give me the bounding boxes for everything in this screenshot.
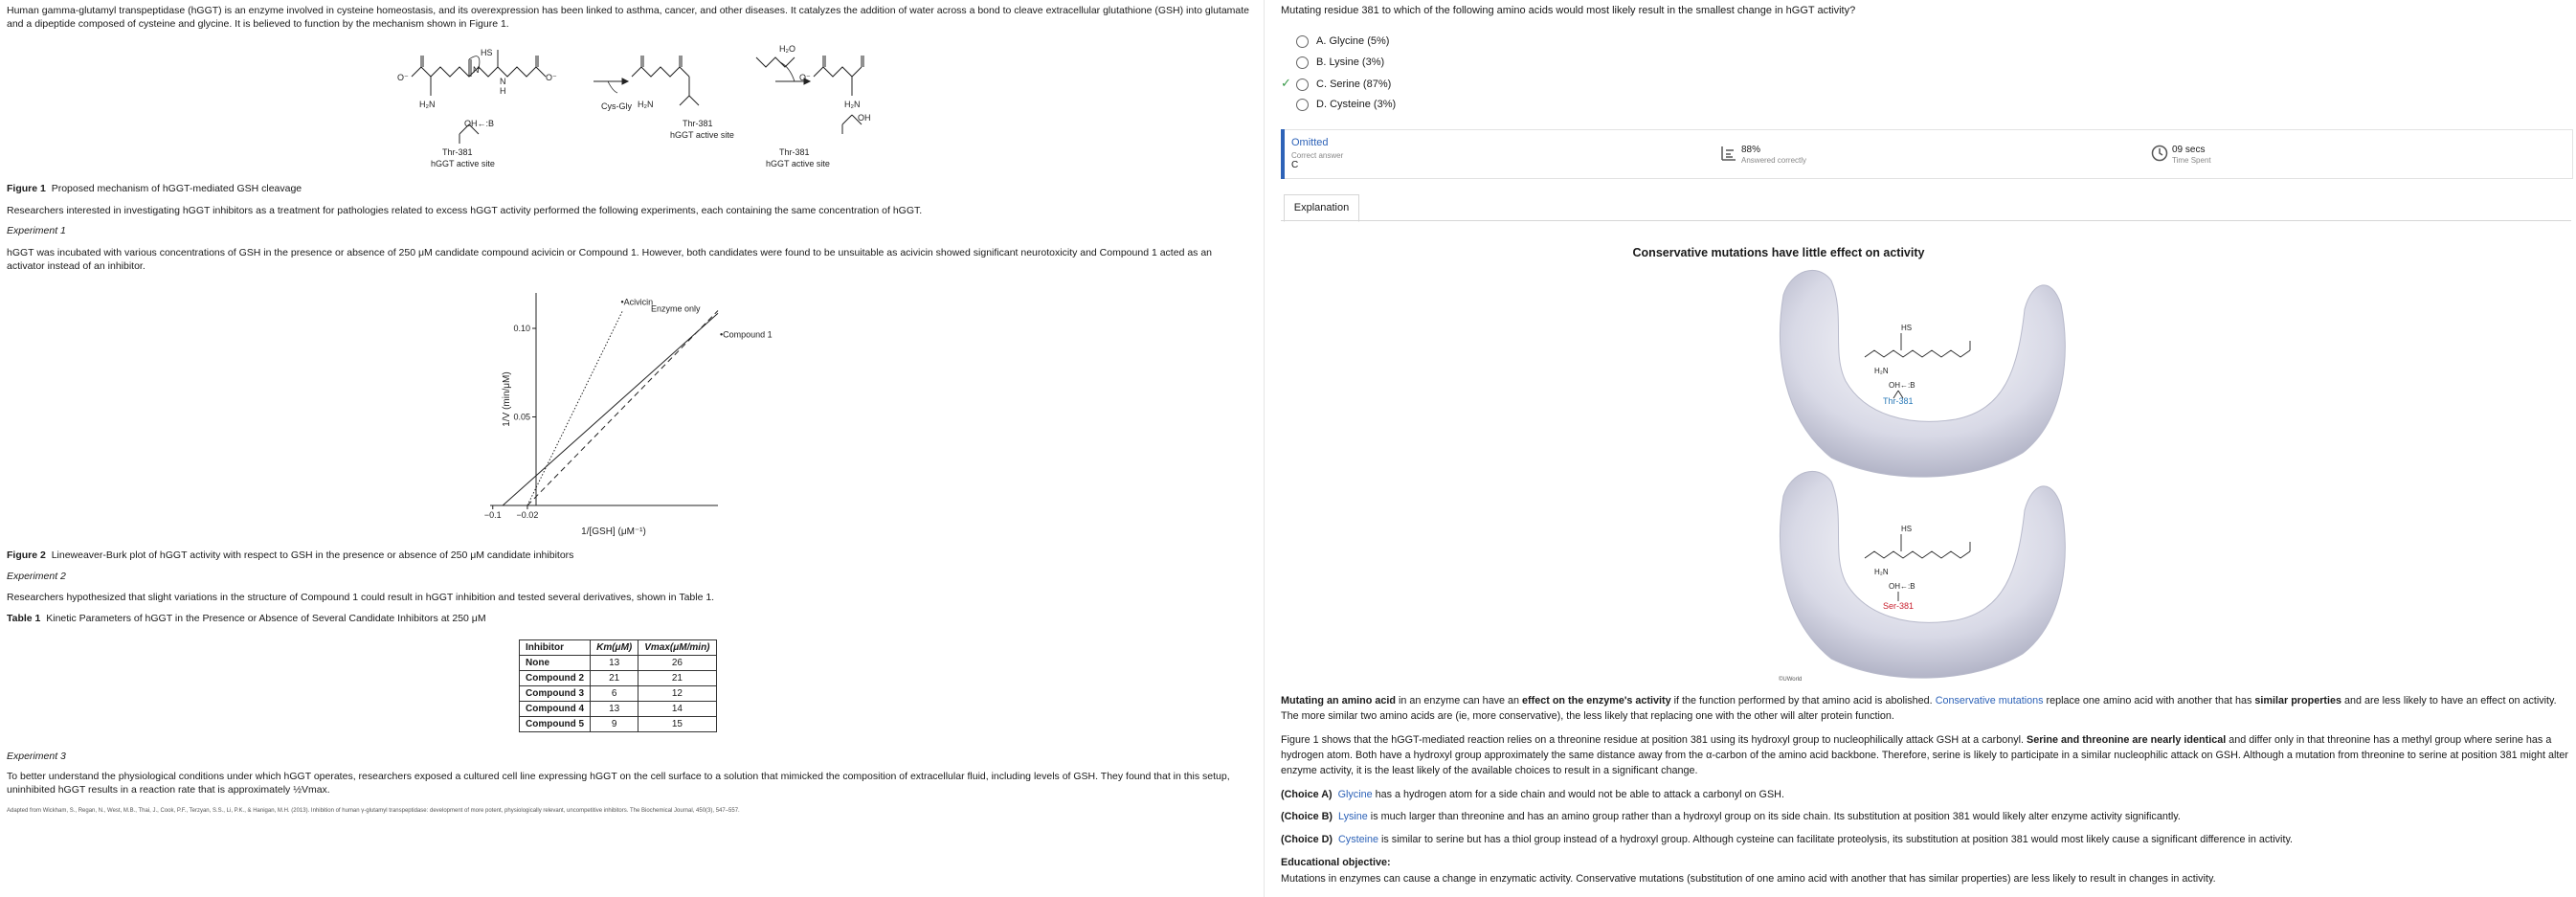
explanation-choice-b: (Choice B) Lysine is much larger than threonine and has an amino group rather than a hydroxyl group on its side chain. Its substitution at position 381 would likely alter enzyme activity significantly.	[1281, 811, 2181, 822]
series-line-compound-1	[527, 311, 718, 506]
x-tick-label: −0.1	[483, 510, 502, 520]
answer-option-d[interactable]: D. Cysteine (3%)	[1281, 96, 1396, 113]
tab-explanation[interactable]: Explanation	[1284, 194, 1359, 222]
figure-1-mechanism	[392, 38, 871, 182]
answer-option-a[interactable]: A. Glycine (5%)	[1281, 33, 1389, 50]
question-pane	[1281, 0, 2571, 897]
table-header-km: Km(μM)	[591, 640, 638, 656]
table-cell: 9	[591, 717, 638, 732]
table-header-inhibitor: Inhibitor	[520, 640, 591, 656]
fig1-h2n-3: H₂N	[844, 100, 861, 109]
fig1-thr-3: Thr-381	[779, 147, 810, 157]
educational-objective-text: Mutations in enzymes can cause a change in enzymatic activity. Conservative mutations (substitution of one amino acid with another that has similar properties) are less likely to result in changes in activity.	[1281, 873, 2216, 885]
series-label: •Compound 1	[720, 329, 773, 340]
experiment-1-heading: Experiment 1	[7, 225, 66, 236]
clock-icon	[2151, 145, 2168, 162]
fig1-hs-label: HS	[481, 48, 493, 57]
fig1-site-3: hGGT active site	[766, 159, 830, 168]
fig1-ominus-3: O⁻	[799, 73, 811, 82]
series-line-enzyme-only	[503, 313, 718, 505]
series-label: •Acivicin	[620, 297, 654, 307]
table-cell: 15	[638, 717, 716, 732]
experiment-3-heading: Experiment 3	[7, 751, 66, 762]
table-cell: Compound 5	[520, 717, 591, 732]
answer-option-c[interactable]: ✓ C. Serine (87%)	[1281, 76, 1392, 90]
link-glycine[interactable]: Glycine	[1337, 789, 1373, 800]
table-cell: 14	[638, 702, 716, 717]
radio-button[interactable]	[1296, 35, 1309, 48]
radio-button[interactable]	[1296, 78, 1309, 91]
passage-paragraph-2: Researchers interested in investigating hGGT inhibitors as a treatment for pathologies related to excess hGGT activity performed the following experiments, each containing the same concentration of hGGT.	[7, 205, 923, 216]
fig1-h2n-2: H₂N	[638, 100, 654, 109]
stats-accent	[1281, 129, 1285, 179]
kinetics-table	[519, 639, 717, 732]
table-cell: Compound 3	[520, 686, 591, 702]
status-omitted: Omitted	[1291, 137, 1329, 148]
y-tick-label: 0.10	[513, 324, 530, 333]
fig1-site-2: hGGT active site	[670, 130, 734, 140]
x-tick-label: −0.02	[516, 510, 539, 520]
explanation-choice-d: (Choice D) Cysteine is similar to serine but has a thiol group instead of a hydroxyl group. Although cysteine can facilitate proteolysis, its substitution at position 381 would most likely cause a significant difference in activity.	[1281, 834, 2294, 845]
question-stem: Mutating residue 381 to which of the following amino acids would most likely result in the smallest change in hGGT activity?	[1281, 5, 1856, 16]
table-row	[520, 702, 717, 717]
table-row	[520, 671, 717, 686]
fig1-ominus-2: O⁻	[546, 73, 557, 82]
link-conservative-mutations[interactable]: Conservative mutations	[1935, 695, 2044, 706]
h2n-label-bottom: H₂N	[1874, 568, 1889, 576]
table-cell: 21	[591, 671, 638, 686]
radio-button[interactable]	[1296, 56, 1309, 69]
explanation-paragraph-1: Mutating an amino acid in an enzyme can have an effect on the enzyme's activity if the function performed by that amino acid is abolished. Conservative mutations replace one amino acid with another that has similar properties and are less likely to have an effect on activity. The more similar two amino acids are (ie, more conservative), the less likely that replacing one with the other will alter protein function.	[1281, 695, 2557, 722]
figure-1-caption: Figure 1 Proposed mechanism of hGGT-mediated GSH cleavage	[7, 183, 302, 194]
fig1-site-1: hGGT active site	[431, 159, 495, 168]
table-cell: None	[520, 656, 591, 671]
table-cell: 21	[638, 671, 716, 686]
figure-2-lineweaver-burk-chart	[479, 283, 773, 537]
percent-correct: 88%	[1741, 145, 1761, 155]
fig1-h-1: H	[500, 86, 506, 96]
explanation-paragraph-2: Figure 1 shows that the hGGT-mediated reaction relies on a threonine residue at position 381 using its hydroxyl group to nucleophilically attack GSH at a carbonyl. Serine and threonine are nearly identical and differ only in that threonine has a methyl group where serine has a hydrogen atom. Both have a hydroxyl group approximately the same distance away from the α-carbon of the amino acid backbone. Therefore, serine is likely to participate in a similar nucleophilic attack on GSH. Although a mutation from threonine to serine at position 381 might alter enzyme activity, it is the least likely of the available choices to result in a significant change.	[1281, 734, 2568, 776]
experiment-2-text: Researchers hypothesized that slight variations in the structure of Compound 1 could result in hGGT inhibition and tested several derivatives, shown in Table 1.	[7, 592, 715, 603]
figure-2-caption: Figure 2 Lineweaver-Burk plot of hGGT activity with respect to GSH in the presence or absence of 250 μM candidate inhibitors	[7, 549, 574, 561]
correct-answer-label: Correct answer	[1291, 151, 1344, 160]
fig1-ohb: OH←:B	[464, 119, 495, 128]
radio-button[interactable]	[1296, 99, 1309, 111]
fig1-n-1: N	[473, 65, 480, 75]
educational-objective-heading: Educational objective:	[1281, 857, 1391, 868]
thr-381-label: Thr-381	[1883, 396, 1914, 406]
fig1-n-2: N	[500, 77, 506, 86]
ser-381-label: Ser-381	[1883, 601, 1915, 611]
experiment-3-text: To better understand the physiological conditions under which hGGT operates, researchers exposed a cultured cell line expressing hGGT on the cell surface to a solution that mimicked the composition of extracellular fluid, including levels of GSH. They found that in this setup, uninhibited hGGT results in a reaction rate that is approximately ½Vmax.	[7, 771, 1230, 796]
explanation-figure-title: Conservative mutations have little effect on activity	[1632, 246, 1925, 259]
link-cysteine[interactable]: Cysteine	[1338, 834, 1379, 845]
protein-surface-bottom	[1781, 471, 2066, 678]
fig1-oh: OH	[858, 113, 871, 123]
table-cell: 13	[591, 702, 638, 717]
pane-divider[interactable]	[1264, 0, 1265, 897]
fig1-thr-2: Thr-381	[683, 119, 713, 128]
tab-underline	[1281, 220, 2571, 221]
experiment-1-text: hGGT was incubated with various concentrations of GSH in the presence or absence of 250 μM candidate compound acivicin or Compound 1. However, both candidates were found to be unsuitable as acivicin showed significant neurotoxicity and Compound 1 acted as an activator instead of an inhibitor.	[7, 247, 1213, 272]
x-axis-label: 1/[GSH] (μM⁻¹)	[581, 527, 646, 537]
hs-label-bottom: HS	[1901, 525, 1913, 533]
table-row	[520, 686, 717, 702]
table-cell: 26	[638, 656, 716, 671]
passage-intro: Human gamma-glutamyl transpeptidase (hGGT) is an enzyme involved in cysteine homeostasis, and its overexpression has been linked to asthma, cancer, and other diseases. It catalyzes the addition of water across a bond to cleave extracellular glutathione (GSH) into glutamate and a dipeptide composed of cysteine and glycine. It is believed to function by the mechanism shown in Figure 1.	[7, 5, 1250, 30]
y-axis-label: 1/V (min/μM)	[502, 371, 512, 427]
copyright-uworld: ©UWorld	[1779, 677, 1803, 683]
protein-surface-top	[1781, 270, 2066, 477]
table-cell: 13	[591, 656, 638, 671]
hs-label-top: HS	[1901, 324, 1913, 332]
fig1-h2o: H₂O	[779, 44, 795, 54]
fig1-h2n-1: H₂N	[419, 100, 436, 109]
series-label: Enzyme only	[651, 303, 701, 314]
fig1-thr-1: Thr-381	[442, 147, 473, 157]
table-cell: 6	[591, 686, 638, 702]
table-row	[520, 717, 717, 732]
explanation-choice-a: (Choice A) Glycine has a hydrogen atom for a side chain and would not be able to attack a carbonyl on GSH.	[1281, 789, 1784, 800]
check-icon: ✓	[1281, 76, 1291, 90]
time-spent-label: Time Spent	[2172, 156, 2211, 165]
citation: Adapted from Wickham, S., Regan, N., West, M.B., Thai, J., Cook, P.F., Terzyan, S.S., Li, P.K., & Hanigan, M.H. (2013). Inhibition of human γ-glutamyl transpeptidase: development of more potent, physiologically relevant, uncompetitive inhibitors. The Biochemical Journal, 450(3), 547–557.	[7, 808, 740, 814]
h2n-label-top: H₂N	[1874, 367, 1889, 375]
time-spent: 09 secs	[2172, 145, 2206, 155]
table-row	[520, 656, 717, 671]
passage-pane	[0, 0, 1264, 897]
table-cell: Compound 2	[520, 671, 591, 686]
table-cell: Compound 4	[520, 702, 591, 717]
table-1-caption: Table 1 Kinetic Parameters of hGGT in the Presence or Absence of Several Candidate Inhibitors at 250 μM	[7, 613, 486, 624]
ohb-label-bottom: OH←:B	[1889, 582, 1915, 591]
experiment-2-heading: Experiment 2	[7, 571, 66, 582]
y-tick-label: 0.05	[513, 412, 530, 422]
series-line-acivicin	[527, 311, 623, 506]
fig1-ominus-1: O⁻	[397, 73, 409, 82]
stats-bar	[1281, 129, 2573, 179]
percent-correct-label: Answered correctly	[1741, 156, 1807, 165]
ohb-label-top: OH←:B	[1889, 381, 1915, 390]
fig1-cysgly: Cys-Gly	[601, 101, 632, 111]
table-header-row	[520, 640, 717, 656]
table-header-vmax: Vmax(μM/min)	[638, 640, 716, 656]
protein-mutation-illustration	[1774, 266, 2075, 678]
link-lysine[interactable]: Lysine	[1338, 811, 1368, 822]
answer-option-b[interactable]: B. Lysine (3%)	[1281, 54, 1384, 71]
bar-chart-icon	[1720, 145, 1737, 162]
table-cell: 12	[638, 686, 716, 702]
correct-answer-value: C	[1291, 160, 1299, 170]
